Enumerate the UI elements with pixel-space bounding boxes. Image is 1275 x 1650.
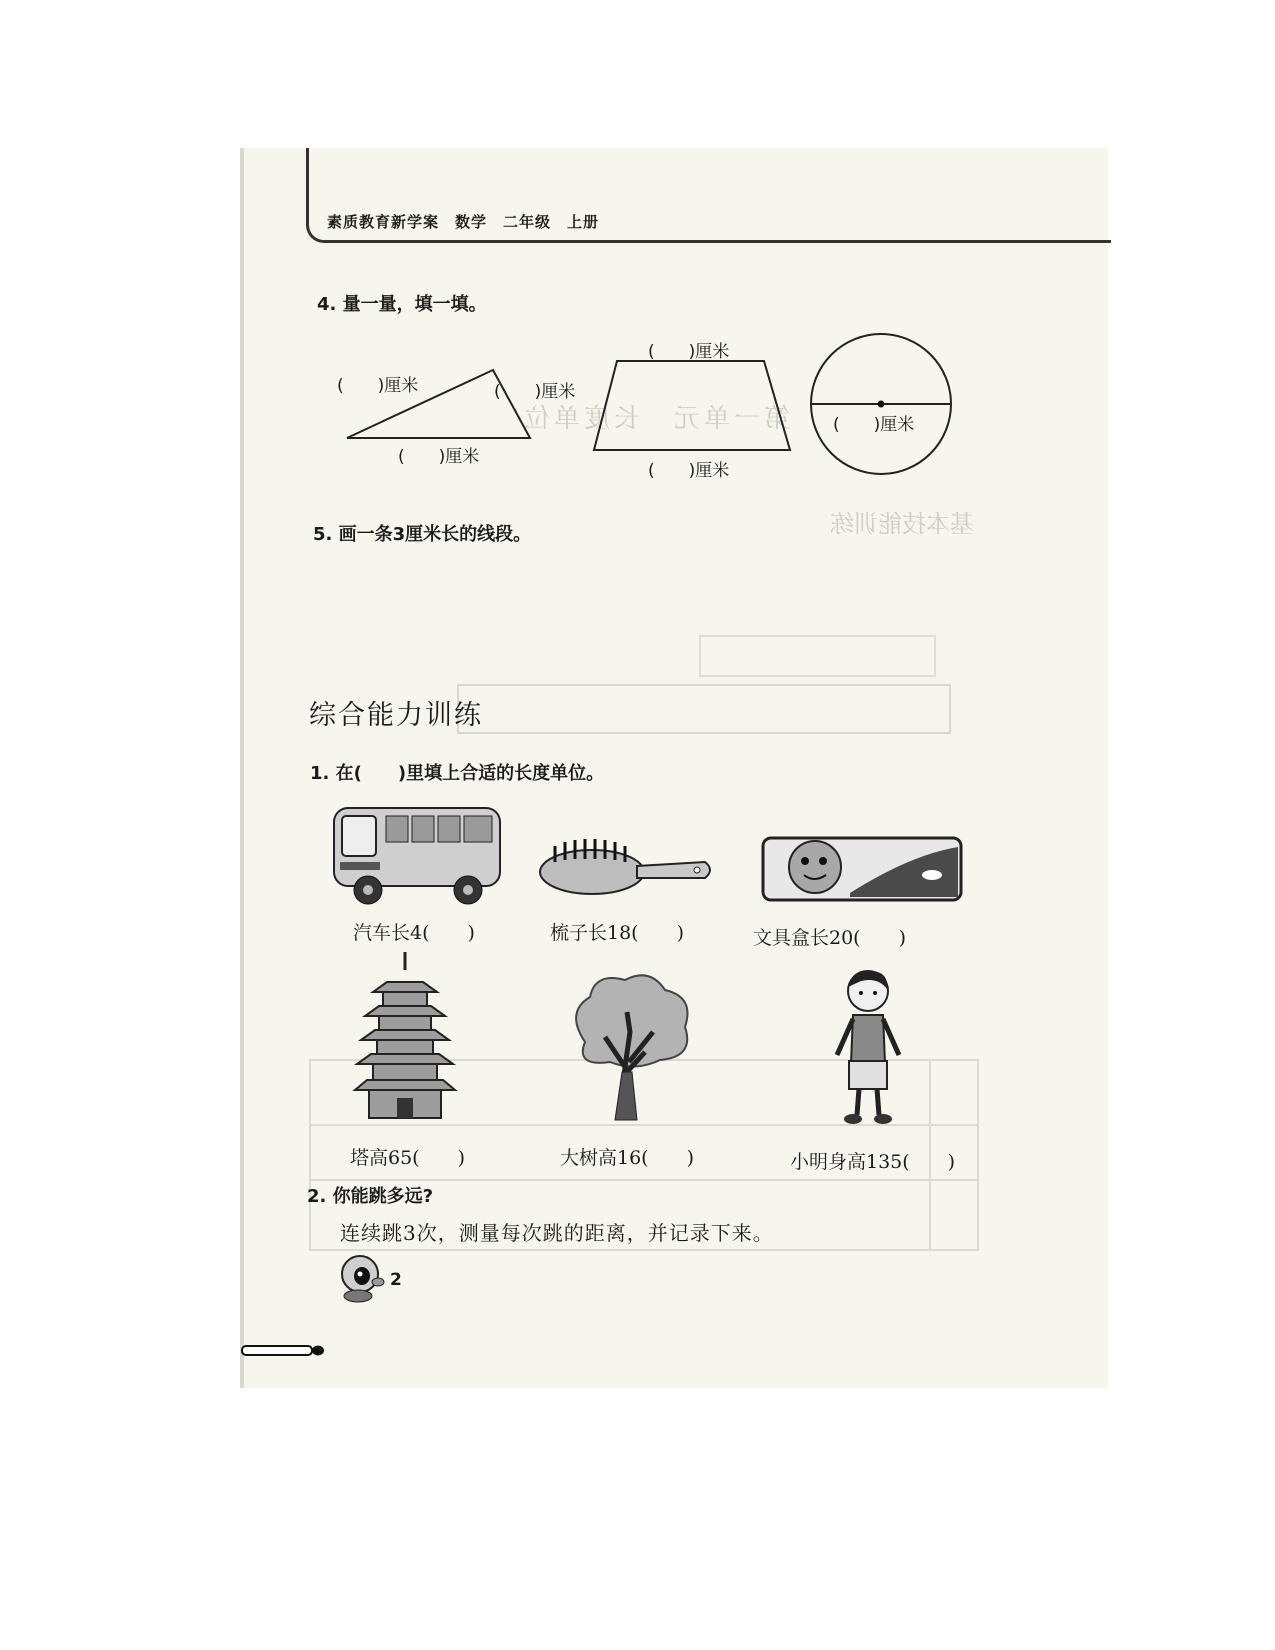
- pencil-case-icon: [760, 835, 965, 905]
- triangle-right-side-blank[interactable]: ( )厘米: [494, 382, 576, 402]
- pagoda-icon: [357, 952, 457, 1122]
- page-number: 2: [390, 1270, 402, 1290]
- circle-diameter-blank[interactable]: ( )厘米: [833, 415, 915, 435]
- question-4-title: 4. 量一量，填一填。: [317, 294, 487, 315]
- comb-caption: 梳子长18( ): [550, 922, 685, 944]
- mascot-icon: [338, 1252, 386, 1304]
- bleed-section-title: 基本技能训练: [830, 510, 974, 538]
- trapezoid-top-blank[interactable]: ( )厘米: [648, 342, 730, 362]
- boy-icon: [823, 965, 913, 1130]
- tree-caption: 大树高16( ): [560, 1147, 695, 1169]
- triangle-base-blank[interactable]: ( )厘米: [398, 447, 480, 467]
- comb-icon: [537, 832, 717, 902]
- pencil-case-caption: 文具盒长20( ): [753, 927, 907, 949]
- trapezoid-shape: [594, 361, 790, 450]
- bleed-unit-title: 第一单元 长度单位: [520, 404, 791, 434]
- triangle-left-side-blank[interactable]: ( )厘米: [337, 376, 419, 396]
- bus-caption: 汽车长4( ): [353, 922, 475, 944]
- tree-icon: [565, 972, 695, 1122]
- section-title: 综合能力训练: [309, 700, 483, 731]
- trapezoid-bottom-blank[interactable]: ( )厘米: [648, 461, 730, 481]
- scan-mark: [240, 1344, 330, 1358]
- section-question-1-title: 1. 在( )里填上合适的长度单位。: [310, 763, 605, 784]
- pagoda-caption: 塔高65( ): [350, 1147, 466, 1169]
- section-question-2-text: 连续跳3次，测量每次跳的距离，并记录下来。: [340, 1221, 774, 1245]
- bus-icon: [328, 800, 508, 910]
- circle-center: [878, 401, 885, 408]
- question-5-title: 5. 画一条3厘米长的线段。: [313, 524, 532, 545]
- boy-caption: 小明身高135( ): [790, 1151, 956, 1173]
- section-question-2-title: 2. 你能跳多远?: [307, 1186, 434, 1207]
- book-title: 素质教育新学案 数学 二年级 上册: [327, 213, 600, 231]
